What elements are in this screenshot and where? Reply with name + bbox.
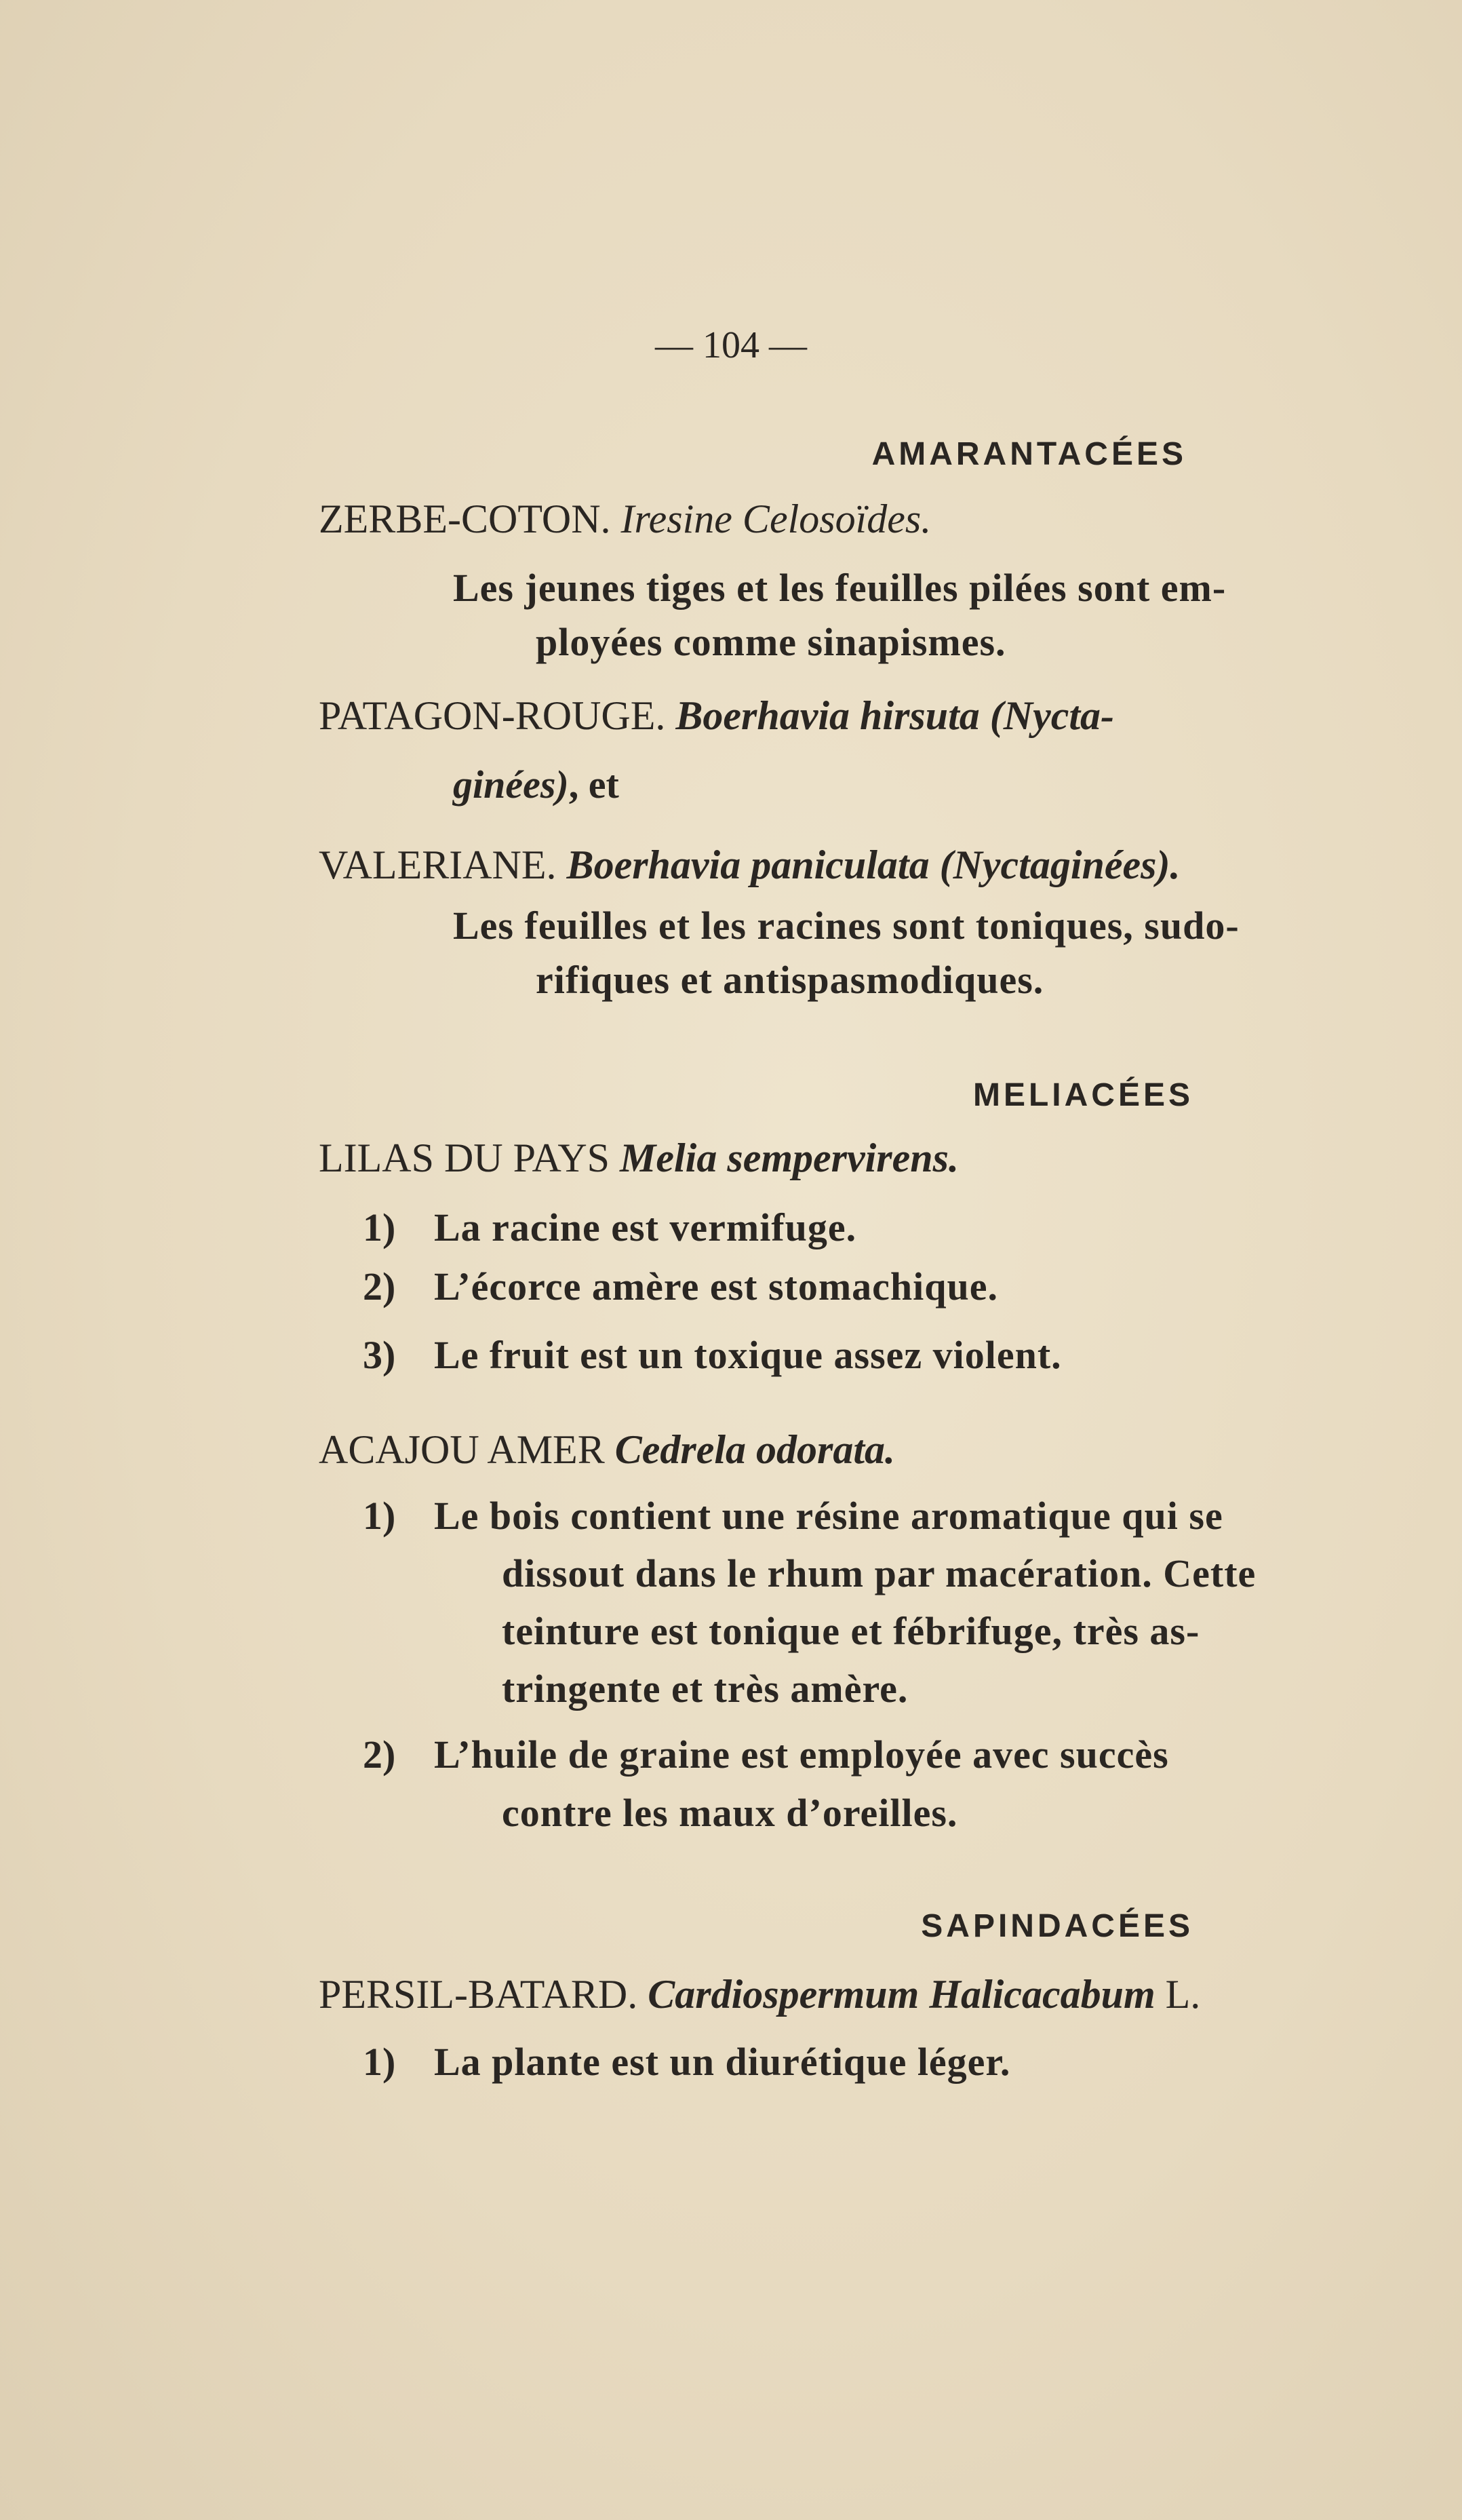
- plant-latin-name: Boerhavia paniculata (Nyctaginées).: [566, 842, 1181, 887]
- plant-common-name: LILAS DU PAYS: [319, 1136, 610, 1180]
- list-item-text: Le fruit est un toxique assez violent.: [434, 1333, 1062, 1377]
- list-item-number: 1): [363, 1494, 396, 1538]
- plant-latin-name: Melia sempervirens.: [620, 1136, 959, 1180]
- entry-text-line: Les jeunes tiges et les feuilles pilées sont em-: [453, 566, 1227, 610]
- list-item-text: La plante est un diurétique léger.: [434, 2040, 1011, 2084]
- plant-common-name: VALERIANE.: [319, 842, 557, 887]
- section-title-amarantacees: AMARANTACÉES: [871, 436, 1187, 472]
- list-item-number: 3): [363, 1333, 396, 1377]
- plant-latin-name: Cardiospermum Halicacabum: [648, 1972, 1155, 2017]
- connector-text: , et: [568, 762, 619, 807]
- plant-latin-name: Cedrela odorata.: [614, 1427, 896, 1472]
- page-number: — 104 —: [655, 324, 807, 366]
- section-title-meliacees: MELIACÉES: [972, 1077, 1193, 1113]
- entry-text-line: rifiques et antispasmodiques.: [536, 958, 1044, 1002]
- plant-latin-name: Iresine Celosoïdes.: [620, 497, 932, 541]
- list-item-number: 2): [363, 1732, 396, 1777]
- plant-common-name: PATAGON-ROUGE.: [319, 693, 666, 738]
- plant-common-name: PERSIL-BATARD.: [319, 1972, 638, 2017]
- plant-common-name: ZERBE-COTON.: [319, 497, 611, 541]
- botanical-author: L.: [1165, 1972, 1201, 2017]
- list-item-text: dissout dans le rhum par macération. Cette: [502, 1551, 1257, 1595]
- list-item-text: Le bois contient une résine aromatique qui se: [434, 1494, 1223, 1538]
- list-item-text: contre les maux d’oreilles.: [502, 1791, 958, 1835]
- entry-text-line: [453, 761, 619, 809]
- list-item-text: teinture est tonique et fébrifuge, très as-: [502, 1609, 1200, 1653]
- entry-heading: [319, 1134, 959, 1182]
- list-item-number: 1): [363, 1205, 396, 1249]
- list-item-text: L’huile de graine est employée avec succès: [434, 1732, 1169, 1777]
- list-item-text: tringente et très amère.: [502, 1667, 909, 1711]
- list-item-text: La racine est vermifuge.: [434, 1205, 857, 1249]
- list-item-number: 1): [363, 2040, 396, 2084]
- entry-heading: [319, 692, 1114, 739]
- entry-heading: [319, 1971, 1200, 2018]
- list-item-number: 2): [363, 1264, 396, 1309]
- entry-heading: [319, 841, 1180, 889]
- entry-text-line: Les feuilles et les racines sont toniques, sudo-: [453, 904, 1240, 948]
- plant-latin-name-continued: ginées): [453, 762, 569, 807]
- plant-latin-name: Boerhavia hirsuta (Nycta-: [675, 693, 1115, 738]
- section-title-sapindacees: SAPINDACÉES: [921, 1908, 1193, 1944]
- entry-text-line: ployées comme sinapismes.: [536, 620, 1006, 664]
- entry-heading: [319, 495, 931, 543]
- entry-heading: [319, 1426, 895, 1473]
- list-item-text: L’écorce amère est stomachique.: [434, 1264, 999, 1309]
- plant-common-name: ACAJOU AMER: [319, 1427, 605, 1472]
